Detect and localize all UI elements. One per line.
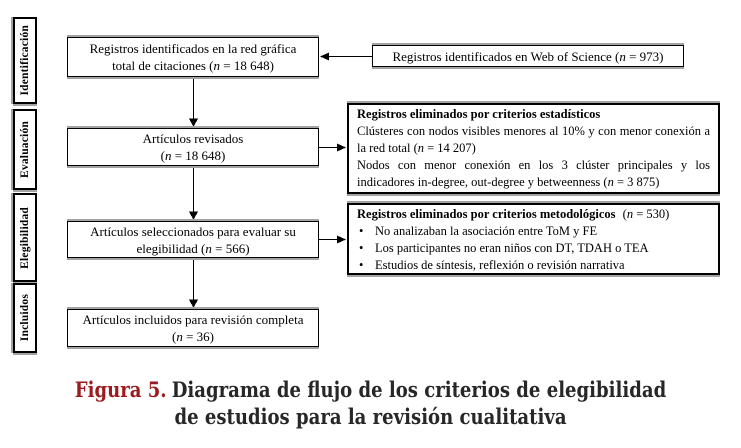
bullet-icon: • (359, 224, 364, 238)
identification-box (67, 37, 319, 77)
bullet-text: Los participantes no eran niños con DT, TDAH o TEA (375, 240, 649, 255)
box-text-line: Registros identificados en la red gráfica (89, 41, 297, 56)
exclusion-title: Registros eliminados por criterios metodológicos (357, 207, 616, 221)
bullet-text: No analizaban la asociación entre ToM y FE (375, 224, 598, 238)
bullet-icon: • (359, 240, 364, 255)
box-text-line: Artículos revisados (142, 131, 244, 146)
box-text-line: Registros identificados en Web of Science (n = 973) (392, 48, 664, 64)
exclusion-title: Registros eliminados por criterios estadísticos (357, 107, 601, 121)
box-text-line: (n = 18 648) (160, 148, 226, 163)
screening-box (67, 128, 319, 166)
method-exclusion-box (347, 203, 720, 275)
stage-label: Identificación (19, 25, 31, 96)
arrowhead-right-icon (337, 236, 346, 244)
caption-text: Diagrama de flujo de los criterios de elegibilidad (171, 377, 667, 402)
arrowhead-down-icon (189, 300, 198, 309)
sidebar-stage-incluidos (13, 283, 37, 353)
box-text-line: (n = 36) (171, 329, 214, 344)
bullet-item (357, 240, 710, 257)
caption-figure-label: Figura 5. (74, 377, 167, 402)
caption-line: de estudios para la revisión cualitativa (174, 404, 567, 429)
box-text-line: Artículos incluidos para revisión completa (82, 312, 304, 327)
stage-label: Elegibilidad (19, 206, 31, 269)
bullet-item (357, 223, 710, 240)
arrowhead-down-icon (189, 119, 198, 128)
box-text-line: total de citaciones (n = 18 648) (112, 58, 274, 73)
arrowhead-left-icon (320, 53, 329, 61)
caption-line (52, 376, 689, 403)
box-text-line: elegibilidad (n = 566) (136, 240, 250, 256)
arrowhead-down-icon (189, 212, 198, 221)
sidebar-stage-elegibilidad (13, 193, 37, 282)
sidebar-stage-identificacion (13, 17, 37, 104)
sidebar-stage-evaluacion (13, 109, 37, 190)
wos-source-box (372, 45, 684, 67)
exclusion-title-row (357, 206, 710, 223)
exclusion-count: (n = 530) (622, 207, 670, 221)
stage-label: Incluidos (19, 294, 31, 342)
exclusion-text: Clústeres con nodos visibles menores al 10% y con menor conexión a la red total (n = 14 207) (357, 124, 710, 155)
exclusion-text: Nodos con menor conexión en los 3 clúster principales y los indicadores in-degree, out-degree y betweenness (n = 3 875) (357, 158, 710, 189)
arrowhead-right-icon (337, 144, 346, 152)
bullet-item (357, 257, 710, 274)
bullet-text: Estudios de síntesis, reflexión o revisión narrativa (375, 257, 625, 272)
figure-caption (52, 376, 689, 430)
eligibility-box (67, 221, 319, 258)
stats-exclusion-box (347, 103, 720, 194)
box-text-line: Artículos seleccionados para evaluar su (90, 223, 296, 239)
bullet-icon: • (359, 257, 364, 272)
stage-label: Evaluación (19, 121, 31, 178)
included-box (67, 309, 319, 347)
